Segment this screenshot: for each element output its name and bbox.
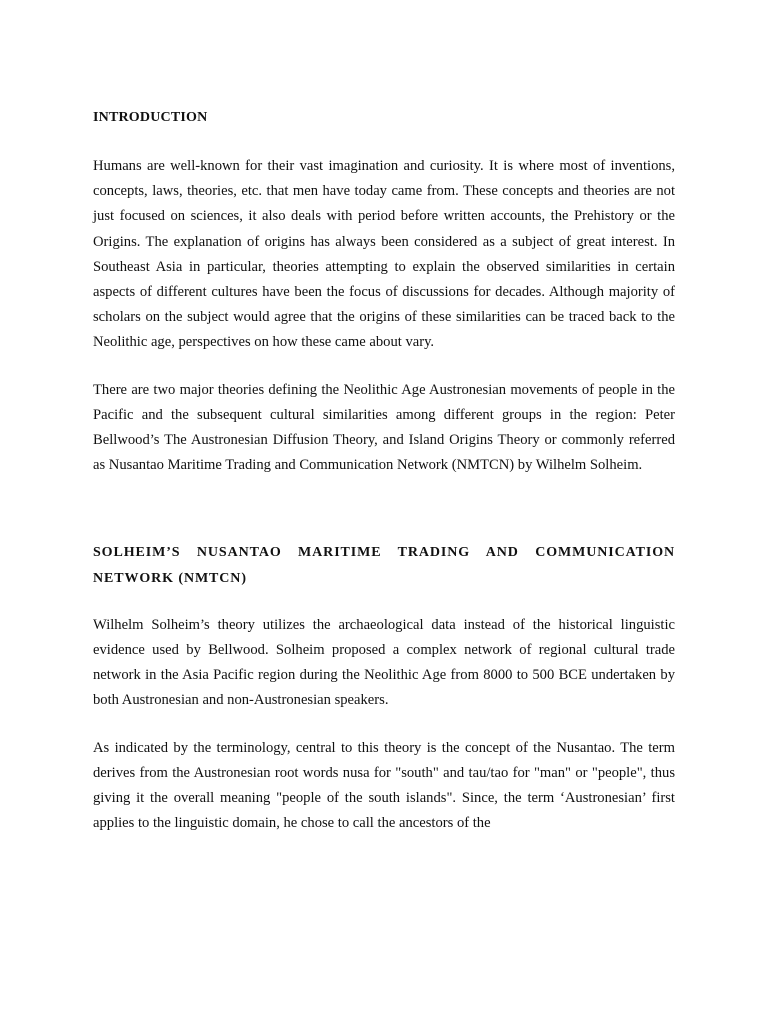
introduction-paragraph-1: Humans are well-known for their vast imagination and curiosity. It is where most of inventions, concepts, laws, theories, etc. that men have today came from. These concepts and theories are not just focused on sciences, it also deals with period before written accounts, the Prehistory or the Origins. The explanation of origins has always been considered as a subject of great interest. In Southeast Asia in particular, theories attempting to explain the observed similarities in certain aspects of different cultures have been the focus of discussions for decades. Although majority of scholars on the subject would agree that the origins of these similarities can be traced back to the Neolithic age, perspectives on how these came about vary. <box>93 158 675 351</box>
document-page <box>93 109 675 836</box>
introduction-heading: INTRODUCTION <box>93 110 208 125</box>
solheim-paragraph-1: Wilhelm Solheim’s theory utilizes the archaeological data instead of the historical linguistic evidence used by Bellwood. Solheim proposed a complex network of regional cultural trade network in the Asia Pacific region during the Neolithic Age from 8000 to 500 BCE undertaken by both Austronesian and non-Austronesian speakers. <box>93 616 675 709</box>
introduction-paragraph-2: There are two major theories defining the Neolithic Age Austronesian movements of people in the Pacific and the subsequent cultural similarities among different groups in the region: Peter Bellwood’s The Austronesian Diffusion Theory, and Island Origins Theory or commonly referred as Nusantao Maritime Trading and Communication Network (NMTCN) by Wilhelm Solheim. <box>93 381 675 474</box>
solheim-section-heading: SOLHEIM’S NUSANTAO MARITIME TRADING AND COMMUNICATION NETWORK (NMTCN) <box>93 545 675 586</box>
solheim-paragraph-2: As indicated by the terminology, central to this theory is the concept of the Nusantao. The term derives from the Austronesian root words nusa for "south" and tau/tao for "man" or "people", thus giving it the overall meaning "people of the south islands". Since, the term ‘Austronesian’ first applies to the linguistic domain, he chose to call the ancestors of the <box>93 739 675 832</box>
